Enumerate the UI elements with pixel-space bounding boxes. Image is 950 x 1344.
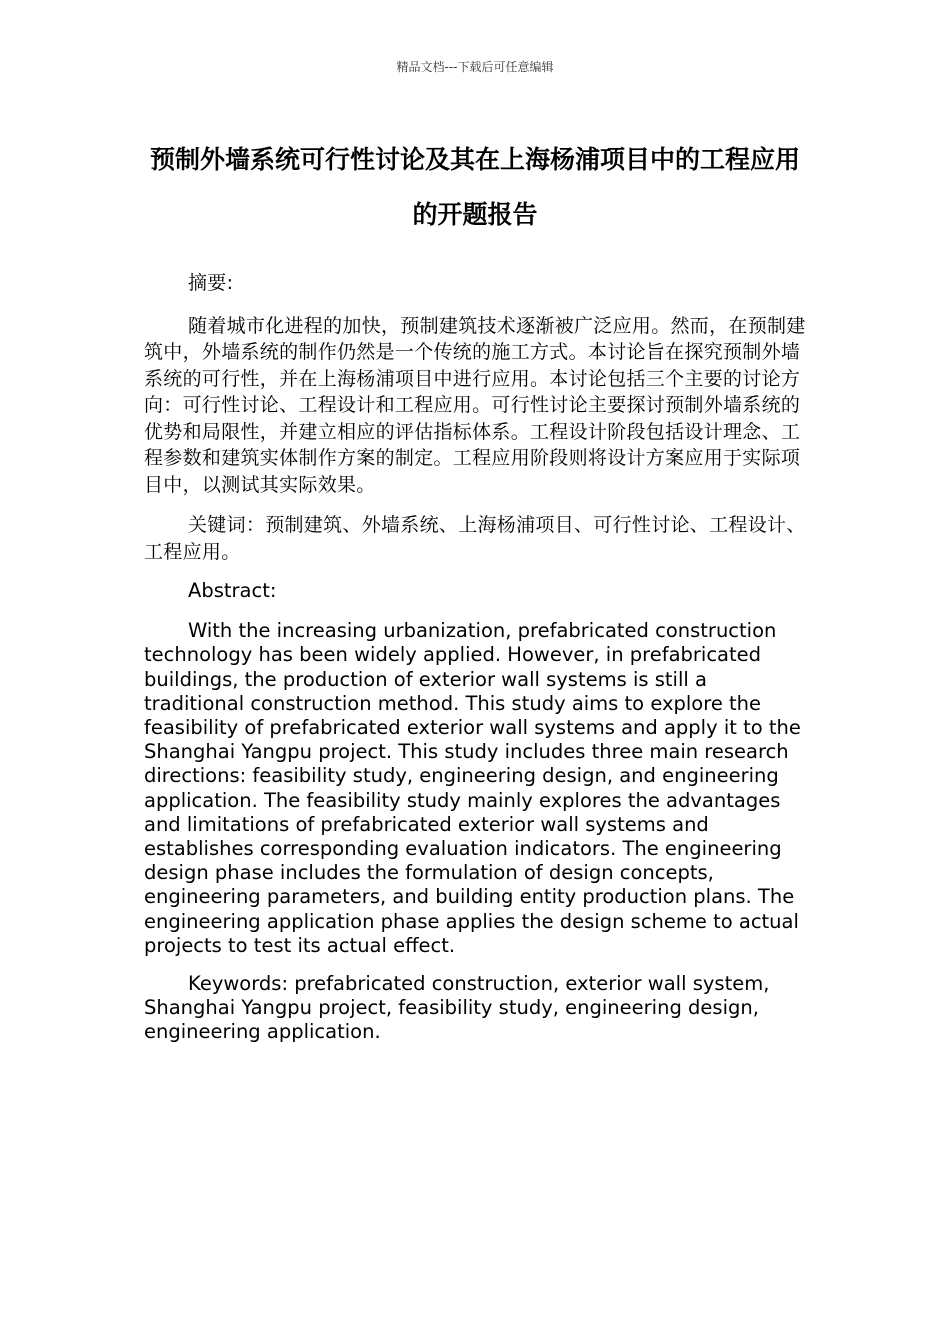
document-body	[144, 270, 808, 1059]
page-header: 精品文档---下载后可任意编辑	[396, 60, 554, 74]
abstract-cn-label: 摘要:	[188, 272, 234, 294]
keywords-cn-paragraph: 关键词：预制建筑、外墙系统、上海杨浦项目、可行性讨论、工程设计、工程应用。	[144, 514, 806, 563]
keywords-en-paragraph: Keywords: prefabricated construction, exterior wall system, Shanghai Yangpu project, feasibility study, engineering design, engineering application.	[144, 972, 770, 1044]
abstract-en-paragraph: With the increasing urbanization, prefabricated construction technology has been widely applied. However, in prefabricated buildings, the production of exterior wall systems is still a traditional construction method. This study aims to explore the feasibility of prefabricated exterior wall systems and apply it to the Shanghai Yangpu project. This study includes three main research directions: feasibility study, engineering design, and engineering application. The feasibility study mainly explores the advantages and limitations of prefabricated exterior wall systems and establishes corresponding evaluation indicators. The engineering design phase includes the formulation of design concepts, engineering parameters, and building entity production plans. The engineering application phase applies the design scheme to actual projects to test its actual effect.	[144, 619, 801, 957]
abstract-cn-paragraph: 随着城市化进程的加快，预制建筑技术逐渐被广泛应用。然而，在预制建筑中，外墙系统的制作仍然是一个传统的施工方式。本讨论旨在探究预制外墙系统的可行性，并在上海杨浦项目中进行应用。本讨论包括三个主要的讨论方向：可行性讨论、工程设计和工程应用。可行性讨论主要探讨预制外墙系统的优势和局限性，并建立相应的评估指标体系。工程设计阶段包括设计理念、工程参数和建筑实体制作方案的制定。工程应用阶段则将设计方案应用于实际项目中，以测试其实际效果。	[144, 314, 806, 496]
document-title: 预制外墙系统可行性讨论及其在上海杨浦项目中的工程应用的开题报告	[149, 145, 800, 229]
abstract-en-label: Abstract:	[188, 579, 277, 602]
